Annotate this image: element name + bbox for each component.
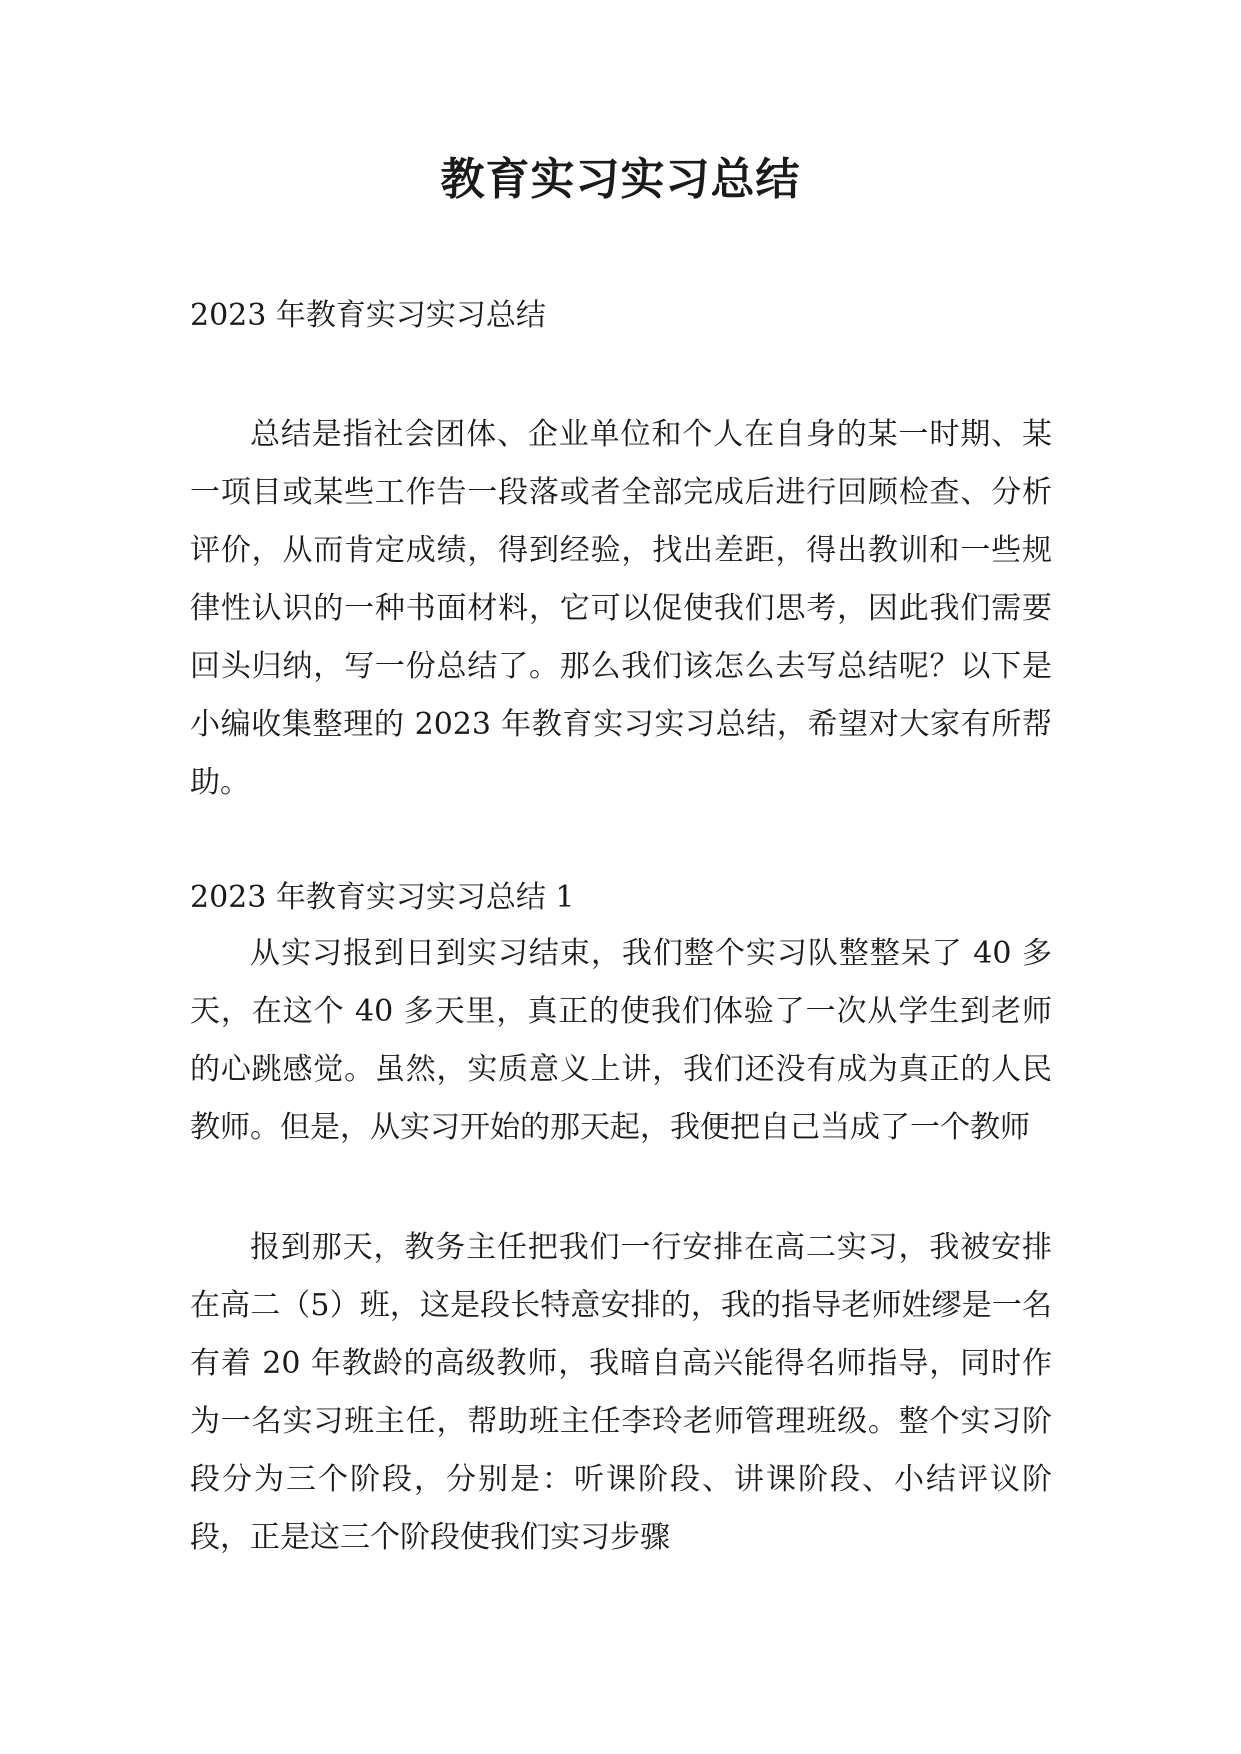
body-paragraph-2: 报到那天，教务主任把我们一行安排在高二实习，我被安排在高二（5）班，这是段长特意安排的，我的指导老师姓缪是一名有着 20 年教龄的高级教师，我暗自高兴能得名师指导，同时作为一名实习班主任，帮助班主任李玲老师管理班级。整个实习阶段分为三个阶段，分别是：听课阶段、讲课阶段、小结评议阶段，正是这三个阶段使我们实习步骤 xyxy=(190,1230,1052,1555)
intro-paragraph: 总结是指社会团体、企业单位和个人在自身的某一时期、某一项目或某些工作告一段落或者全部完成后进行回顾检查、分析评价，从而肯定成绩，得到经验，找出差距，得出教训和一些规律性认识的一种书面材料，它可以促使我们思考，因此我们需要回头归纳，写一份总结了。那么我们该怎么去写总结呢？以下是小编收集整理的 2023 年教育实习实习总结，希望对大家有所帮助。 xyxy=(190,417,1052,800)
body-paragraph-1: 从实习报到日到实习结束，我们整个实习队整整呆了 40 多天，在这个 40 多天里，真正的使我们体验了一次从学生到老师的心跳感觉。虽然，实质意义上讲，我们还没有成为真正的人民教师。但是，从实习开始的那天起，我便把自己当成了一个教师 xyxy=(190,936,1052,1145)
section-heading: 2023 年教育实习实习总结 1 xyxy=(190,880,575,915)
document-title: 教育实习实习总结 xyxy=(440,154,801,205)
document-subtitle: 2023 年教育实习实习总结 xyxy=(190,298,546,333)
